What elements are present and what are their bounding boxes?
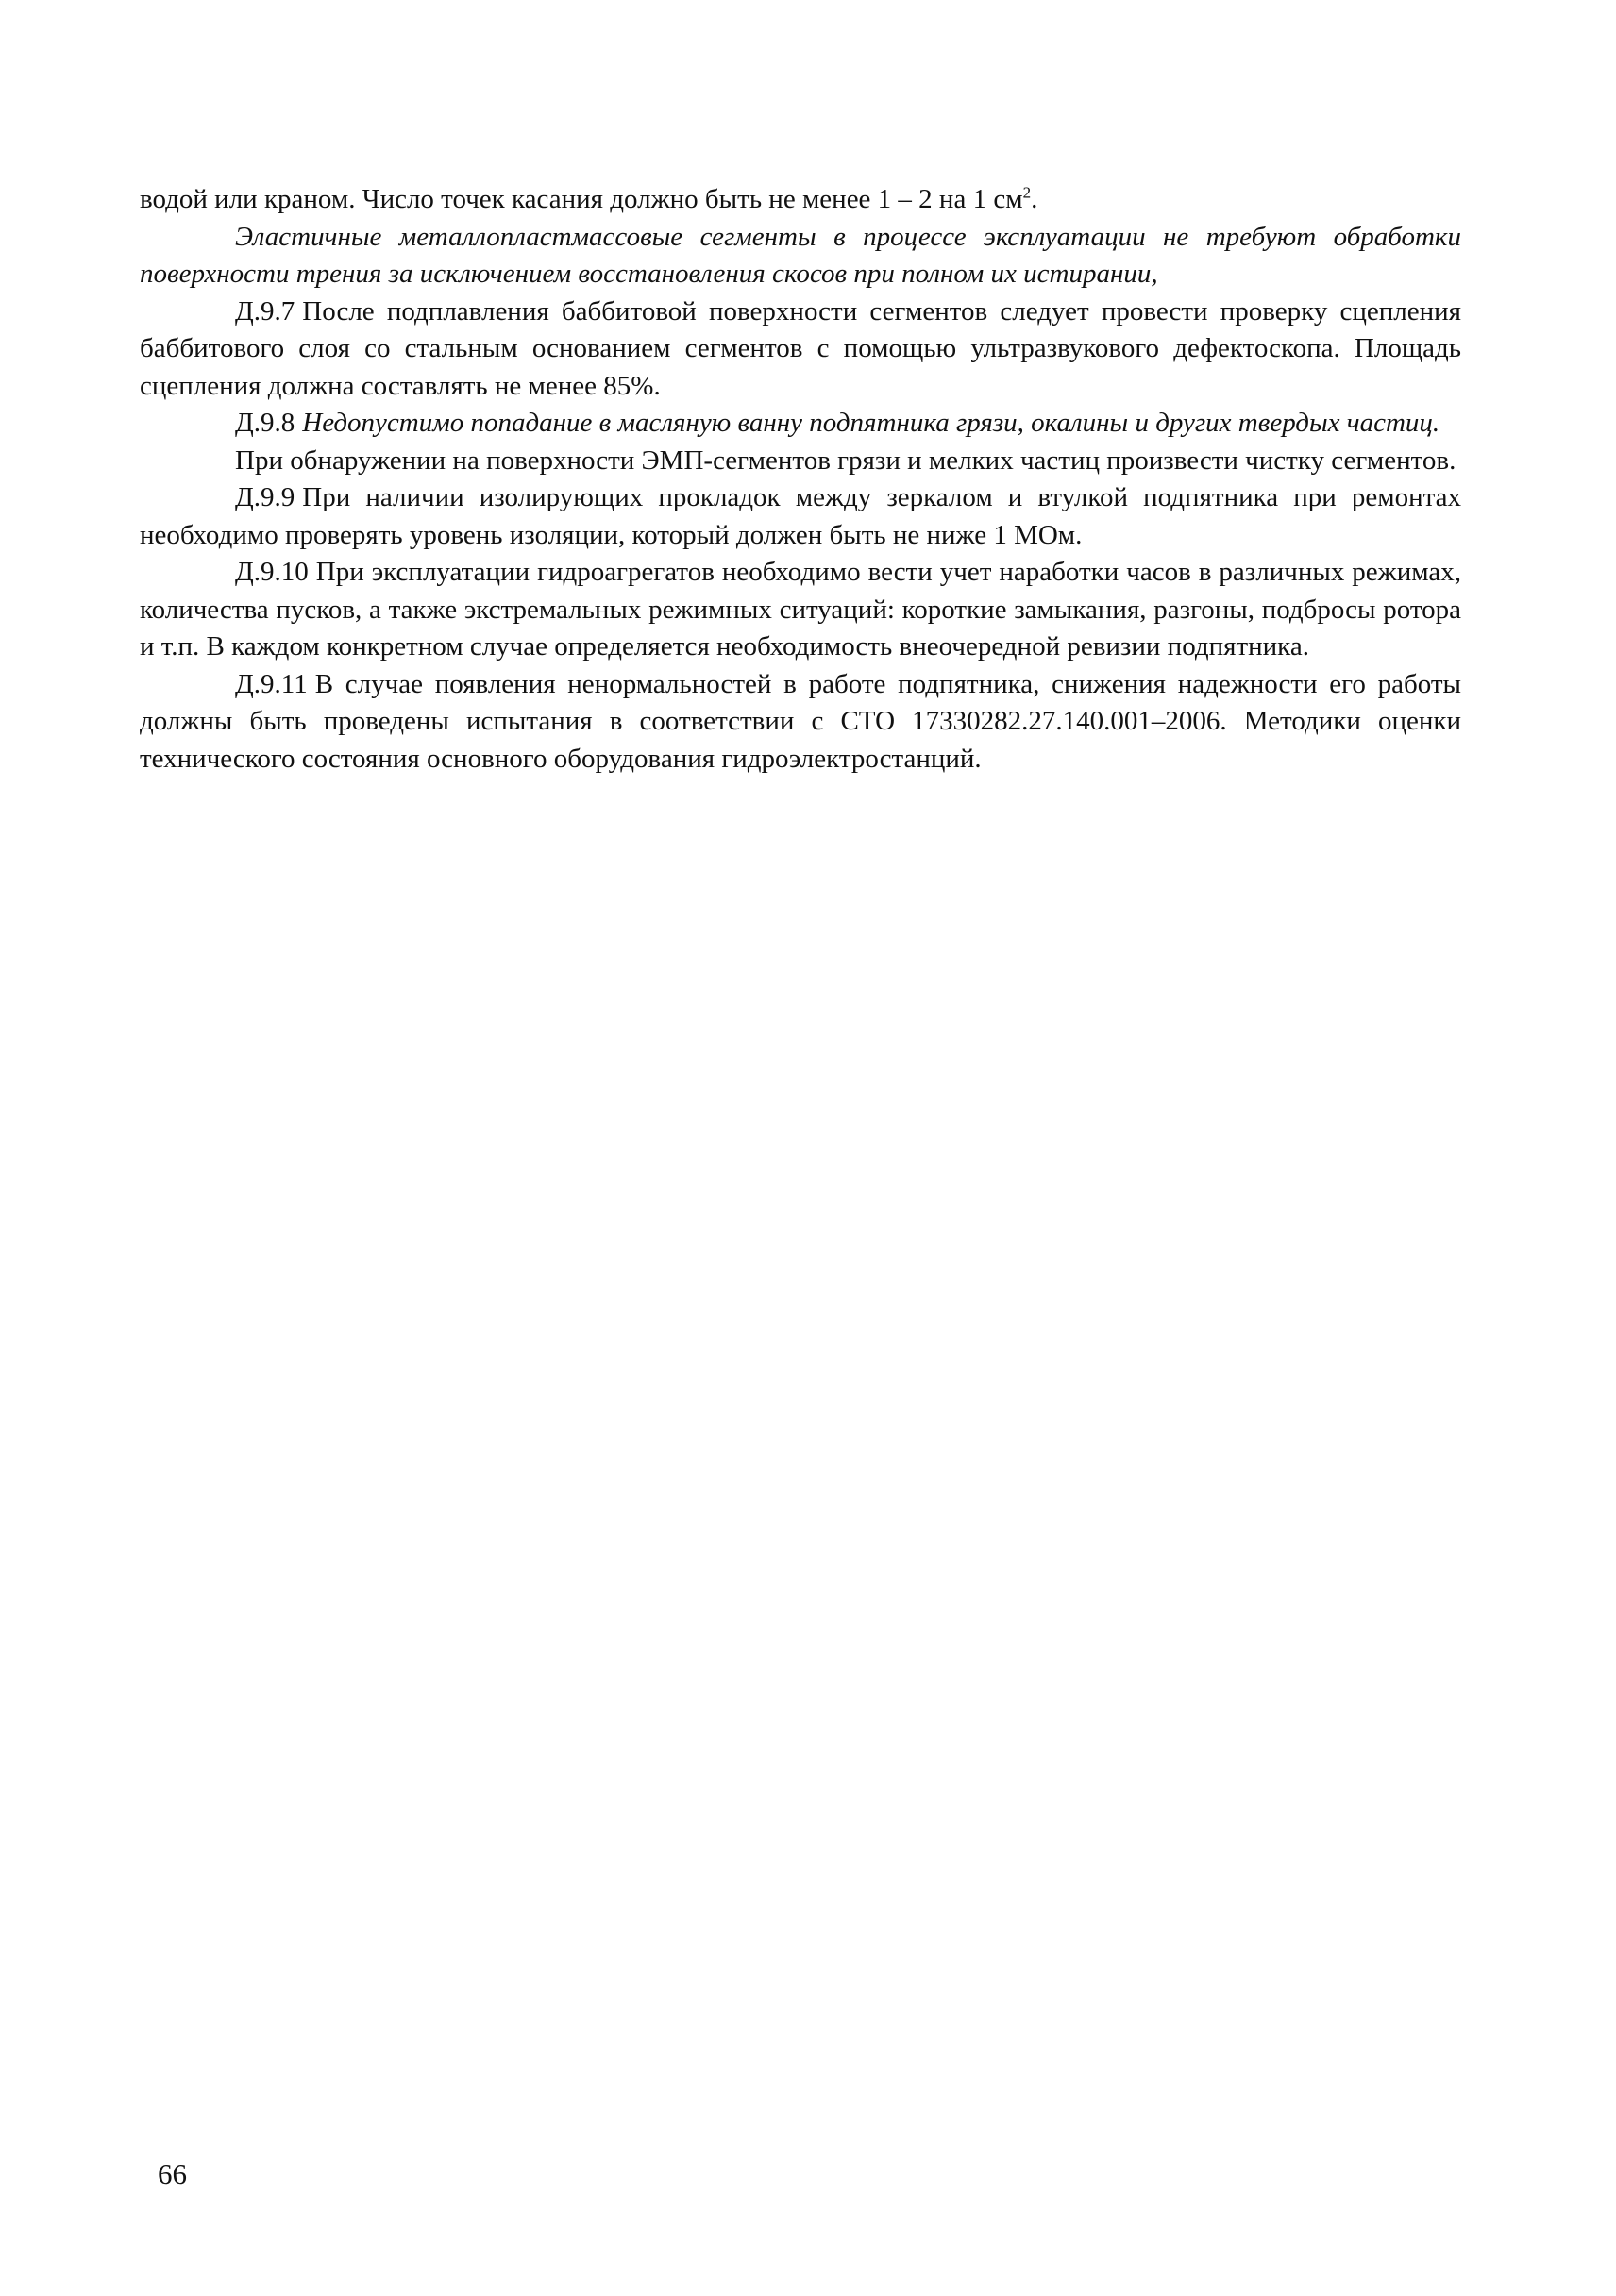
paragraph-d9-8-label: Д.9.8: [235, 408, 295, 438]
paragraph-elastic-segments-text: Эластичные металлопластмассовые сегменты в процессе эксплуатации не требуют обработки поверхности трения за исключением восстановления скосов при полном их истирании,: [140, 221, 1461, 289]
paragraph-d9-7-text: После подплавления баббитовой поверхности сегментов следует провести проверку сцепления баббитового слоя со стальным основанием сегментов с помощью ультразвукового дефектоскопа. Площадь сцепления должна составлять не менее 85%.: [140, 295, 1461, 401]
superscript-squared: 2: [1022, 183, 1032, 202]
paragraph-d9-10-label: Д.9.10: [235, 557, 309, 587]
paragraph-d9-8: [140, 405, 1461, 443]
paragraph-d9-11: [140, 666, 1461, 779]
paragraph-elastic-segments: [140, 219, 1461, 293]
paragraph-d9-7-label: Д.9.7: [235, 295, 295, 327]
paragraph-d9-11-label: Д.9.11: [235, 668, 308, 699]
page-number: 66: [158, 2157, 187, 2190]
paragraph-emp-cleaning-text: При обнаружении на поверхности ЭМП-сегментов грязи и мелких частиц произвести чистку сегментов.: [235, 444, 1456, 476]
paragraph-d9-8-text: Недопустимо попадание в масляную ванну подпятника грязи, окалины и других твердых частиц.: [302, 408, 1440, 438]
paragraph-d9-11-text: В случае появления ненормальностей в работе подпятника, снижения надежности его работы должны быть проведены испытания в соответствии с СТО 17330282.27.140.001–2006. Методики оценки технического состояния основного оборудования гидроэлектростанций.: [140, 668, 1461, 774]
paragraph-d9-10-text: При эксплуатации гидроагрегатов необходимо вести учет наработки часов в различных режимах, количества пусков, а также экстремальных режимных ситуаций: короткие замыкания, разгоны, подбросы ротора и т.п. В каждом конкретном случае определяется необходимость внеочередной ревизии подпятника.: [140, 557, 1461, 662]
paragraph-d9-9-text: При наличии изолирующих прокладок между зеркалом и втулкой подпятника при ремонтах необходимо проверять уровень изоляции, который должен быть не ниже 1 МОм.: [140, 482, 1461, 550]
paragraph-continuation-text: водой или краном. Число точек касания должно быть не менее 1 – 2 на 1 см: [140, 184, 1023, 214]
paragraph-emp-cleaning: [140, 443, 1461, 480]
paragraph-d9-9: [140, 479, 1461, 554]
paragraph-d9-10: [140, 554, 1461, 666]
body-text: [140, 181, 1461, 778]
paragraph-continuation-end: .: [1031, 184, 1038, 214]
paragraph-continuation: [140, 181, 1461, 219]
paragraph-d9-7: [140, 293, 1461, 406]
paragraph-d9-9-label: Д.9.9: [235, 482, 295, 512]
